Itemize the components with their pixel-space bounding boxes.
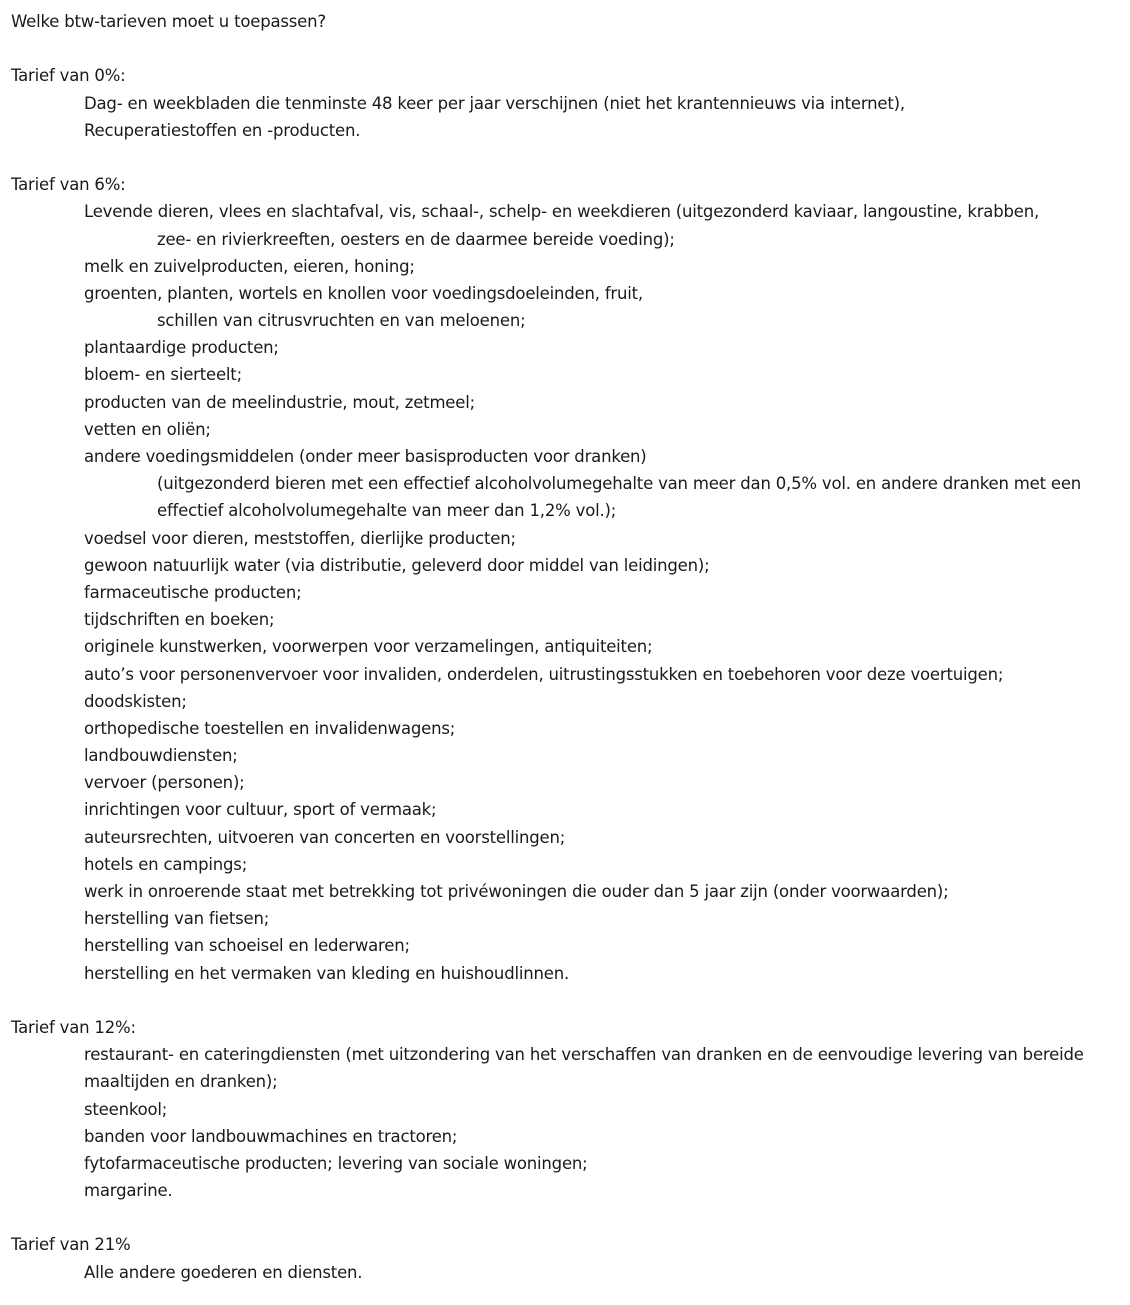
section-spacer: [11, 1204, 1121, 1231]
rate-item: Recuperatiestoffen en -producten.: [84, 120, 361, 140]
rate-item: doodskisten;: [84, 691, 187, 711]
section-spacer: [11, 987, 1121, 1014]
rate-heading: Tarief van 21%: [11, 1235, 131, 1255]
rate-item: herstelling en het vermaken van kleding en huishoudlinnen.: [84, 963, 570, 983]
rate-heading: Tarief van 6%:: [11, 175, 126, 195]
rate-item: hotels en campings;: [84, 854, 248, 874]
section-spacer: [11, 35, 1121, 62]
rate-item-continuation: effectief alcoholvolumegehalte van meer dan 1,2% vol.);: [157, 501, 617, 521]
rate-item: restaurant- en cateringdiensten (met uitzondering van het verschaffen van dranken en de eenvoudige levering van bereide: [84, 1045, 1084, 1065]
rate-item: Levende dieren, vlees en slachtafval, vis, schaal-, schelp- en weekdieren (uitgezonderd kaviaar, langoustine, krabben,: [84, 202, 1039, 222]
rate-item: herstelling van schoeisel en lederwaren;: [84, 936, 410, 956]
rate-sections: [11, 35, 1121, 1286]
rate-item: margarine.: [84, 1181, 173, 1201]
rate-section: [11, 171, 1121, 987]
rate-item: melk en zuivelproducten, eieren, honing;: [84, 256, 415, 276]
rate-heading: Tarief van 12%:: [11, 1017, 136, 1037]
rate-item: Alle andere goederen en diensten.: [84, 1262, 363, 1282]
rate-item: steenkool;: [84, 1099, 168, 1119]
rate-item: originele kunstwerken, voorwerpen voor verzamelingen, antiquiteiten;: [84, 637, 653, 657]
rate-item: Dag- en weekbladen die tenminste 48 keer per jaar verschijnen (niet het krantennieuws via internet),: [84, 93, 905, 113]
rate-item: inrichtingen voor cultuur, sport of vermaak;: [84, 800, 437, 820]
document-body: [11, 8, 1121, 1286]
rate-item: werk in onroerende staat met betrekking tot privéwoningen die ouder dan 5 jaar zijn (onder voorwaarden);: [84, 882, 949, 901]
rate-item: vervoer (personen);: [84, 773, 245, 793]
rate-item: groenten, planten, wortels en knollen voor voedingsdoeleinden, fruit,: [84, 283, 643, 303]
rate-item: maaltijden en dranken);: [84, 1072, 278, 1092]
rate-item-continuation: (uitgezonderd bieren met een effectief alcoholvolumegehalte van meer dan 0,5% vol. en andere dranken met een: [157, 474, 1082, 494]
rate-item-continuation: zee- en rivierkreeften, oesters en de daarmee bereide voeding);: [157, 229, 675, 249]
rate-item: andere voedingsmiddelen (onder meer basisproducten voor dranken): [84, 447, 647, 466]
rate-item: landbouwdiensten;: [84, 746, 238, 766]
rate-item: auteursrechten, uitvoeren van concerten en voorstellingen;: [84, 827, 566, 847]
rate-section: [11, 1014, 1121, 1204]
rate-item: voedsel voor dieren, meststoffen, dierlijke producten;: [84, 528, 516, 548]
rate-item: fytofarmaceutische producten; levering van sociale woningen;: [84, 1153, 588, 1173]
rate-item-continuation: schillen van citrusvruchten en van meloenen;: [157, 311, 526, 331]
rate-section: [11, 62, 1121, 144]
document-question: Welke btw-tarieven moet u toepassen?: [11, 12, 326, 31]
rate-item: vetten en oliën;: [84, 419, 211, 439]
rate-item: herstelling van fietsen;: [84, 909, 270, 929]
rate-heading: Tarief van 0%:: [11, 66, 126, 86]
rate-section: [11, 1231, 1121, 1285]
rate-item: producten van de meelindustrie, mout, zetmeel;: [84, 392, 475, 412]
rate-item: plantaardige producten;: [84, 338, 279, 358]
rate-item: orthopedische toestellen en invalidenwagens;: [84, 718, 456, 738]
rate-item: auto’s voor personenvervoer voor invaliden, onderdelen, uitrustingsstukken en toebehoren voor deze voertuigen;: [84, 664, 1004, 684]
rate-item: farmaceutische producten;: [84, 582, 302, 602]
rate-item: tijdschriften en boeken;: [84, 610, 275, 630]
rate-item: banden voor landbouwmachines en tractoren;: [84, 1126, 458, 1146]
section-spacer: [11, 144, 1121, 171]
rate-item: gewoon natuurlijk water (via distributie, geleverd door middel van leidingen);: [84, 555, 710, 575]
rate-item: bloem- en sierteelt;: [84, 365, 242, 385]
